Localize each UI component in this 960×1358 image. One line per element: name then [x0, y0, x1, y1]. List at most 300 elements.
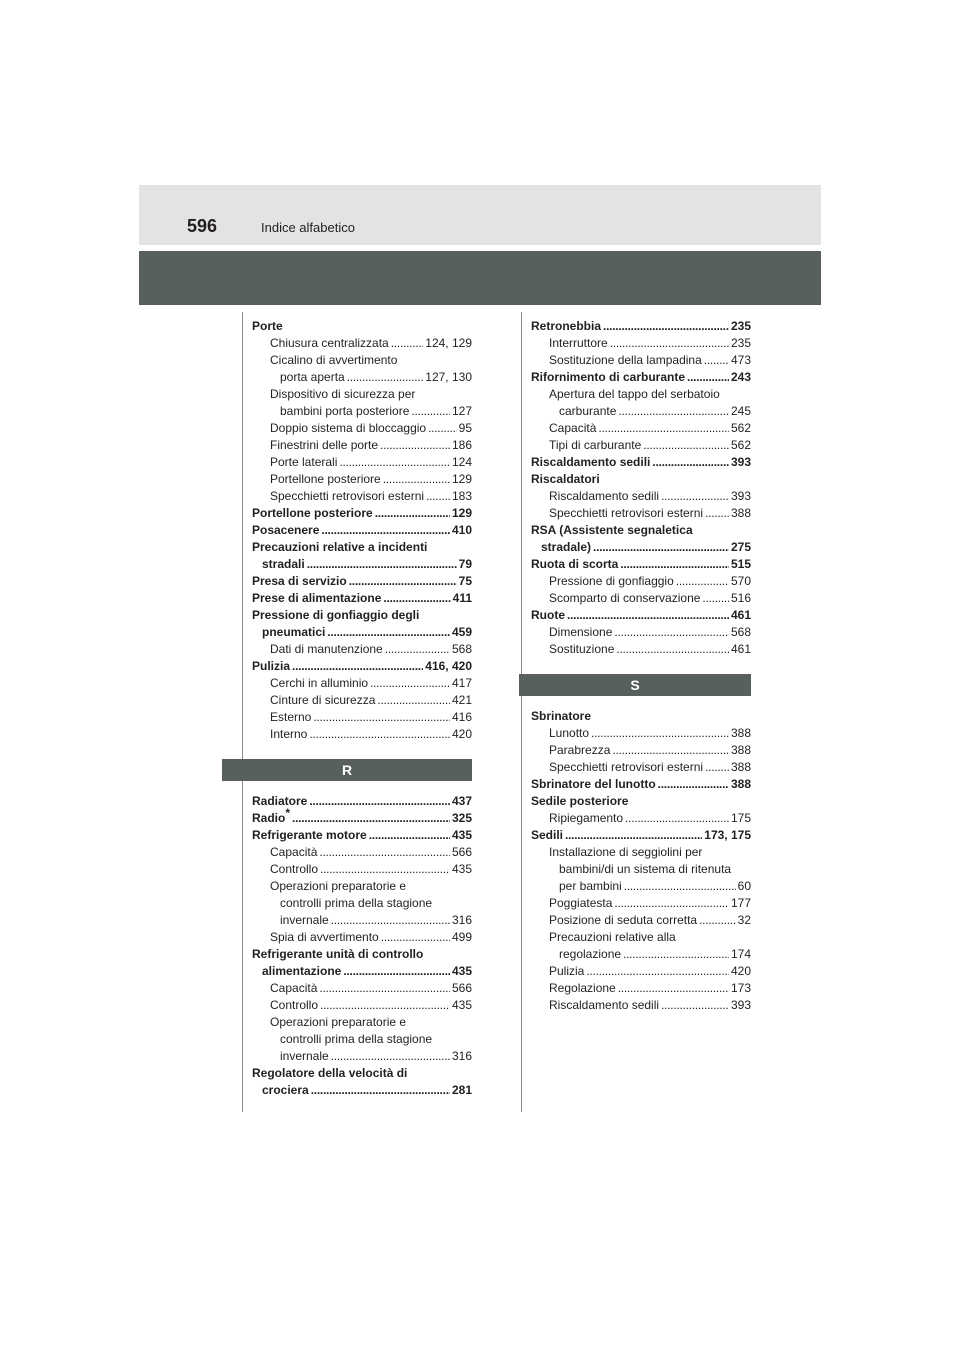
entry-term-text: per bambini: [559, 879, 622, 893]
index-sub-entry: [531, 946, 751, 963]
entry-term-text: bambini/di un sistema di ritenuta: [559, 862, 732, 876]
dot-leader: [347, 369, 424, 386]
index-sub-entry: [252, 675, 472, 692]
dot-leader: [705, 505, 729, 522]
entry-term-text: Dispositivo di sicurezza per: [270, 387, 416, 401]
entry-term-text: Rifornimento di carburante: [531, 370, 686, 384]
entry-term-text: Refrigerante unità di controllo: [252, 947, 424, 961]
index-main-entry: [531, 708, 751, 725]
entry-term-text: Regolatore della velocità di: [252, 1066, 408, 1080]
entry-term-text: Ruote: [531, 608, 565, 622]
entry-page-ref: 75: [458, 574, 472, 588]
entry-term: [252, 658, 290, 675]
index-main-entry: [252, 539, 472, 556]
index-sub-entry: [252, 861, 472, 878]
entry-term-text: bambini porta posteriore: [280, 404, 410, 418]
entry-term-text: Capacità: [549, 421, 597, 435]
dot-leader: [643, 437, 729, 454]
entry-term-text: carburante: [559, 404, 617, 418]
index-sub-entry: [252, 369, 472, 386]
entry-page-ref: 568: [730, 625, 751, 639]
entry-term: [280, 1031, 432, 1048]
section-title: Indice alfabetico: [261, 220, 355, 235]
entry-page-ref: 124, 129: [425, 336, 472, 350]
entry-term-text: stradale): [541, 540, 592, 554]
entry-term-text: Pressione di gonfiaggio degli: [252, 608, 420, 622]
page-number: 596: [187, 216, 218, 236]
entry-term: [549, 810, 623, 827]
entry-term-text: Controllo: [270, 998, 319, 1012]
entry-term: [252, 793, 307, 810]
dot-leader: [687, 369, 729, 386]
index-main-entry: [531, 522, 751, 539]
index-main-entry: [252, 505, 472, 522]
index-sub-entry: [252, 997, 472, 1014]
index-column-right: [531, 318, 751, 1014]
entry-term: [531, 369, 685, 386]
left-column-rule: [242, 312, 243, 1112]
entry-term-text: Doppio sistema di bloccaggio: [270, 421, 427, 435]
entry-page-ref: 127, 130: [425, 370, 472, 384]
entry-page-ref: 235: [730, 319, 751, 333]
entry-page-ref: 393: [730, 998, 751, 1012]
entry-term: [270, 352, 397, 369]
entry-term-text: Cinture di sicurezza: [270, 693, 376, 707]
index-sub-entry: [531, 488, 751, 505]
index-sub-entry: [252, 641, 472, 658]
dot-leader: [610, 335, 729, 352]
index-sub-entry: [531, 505, 751, 522]
index-sub-entry: [252, 1031, 472, 1048]
dot-leader: [331, 1048, 450, 1065]
entry-page-ref: 388: [730, 506, 751, 520]
entry-term-text: invernale: [280, 1049, 329, 1063]
index-main-entry: [252, 318, 472, 335]
dot-leader: [369, 827, 450, 844]
entry-term-text: Precauzioni relative a incidenti: [252, 540, 428, 554]
entry-term-text: Riscaldamento sedili: [549, 998, 660, 1012]
entry-term-text: Pulizia: [549, 964, 585, 978]
index-main-entry: [531, 556, 751, 573]
entry-term-text: Radio: [252, 811, 286, 825]
entry-term-text: Pressione di gonfiaggio: [549, 574, 674, 588]
entry-page-ref: 173: [730, 981, 751, 995]
entry-term: [270, 420, 426, 437]
index-sub-entry: [531, 742, 751, 759]
dot-leader: [620, 556, 729, 573]
dot-leader: [320, 997, 450, 1014]
entry-term: [280, 1048, 329, 1065]
index-sub-entry: [531, 420, 751, 437]
entry-term-text: pneumatici: [262, 625, 326, 639]
entry-page-ref: 570: [730, 574, 751, 588]
index-sub-entry: [531, 963, 751, 980]
entry-term: [549, 335, 608, 352]
index-sub-entry: [252, 912, 472, 929]
entry-page-ref: 79: [458, 557, 472, 571]
dot-leader: [603, 318, 729, 335]
entry-term-text: invernale: [280, 913, 329, 927]
entry-term: [280, 369, 345, 386]
entry-term-text: Refrigerante motore: [252, 828, 367, 842]
entry-term-text: Porte laterali: [270, 455, 338, 469]
entry-term: [531, 776, 656, 793]
entry-term-text: Spia di avvertimento: [270, 930, 379, 944]
entry-term-text: Posacenere: [252, 523, 320, 537]
entry-page-ref: 388: [730, 726, 751, 740]
entry-term: [270, 641, 383, 658]
entry-term-text: Radiatore: [252, 794, 308, 808]
entry-term: [252, 806, 291, 827]
entry-term: [252, 827, 367, 844]
index-sub-entry: [531, 624, 751, 641]
entry-page-ref: 499: [451, 930, 472, 944]
entry-page-ref: 410: [451, 523, 472, 537]
entry-term: [531, 471, 600, 488]
entry-page-ref: 243: [730, 370, 751, 384]
dot-leader: [618, 980, 729, 997]
index-sub-entry: [531, 725, 751, 742]
entry-term-text: crociera: [262, 1083, 309, 1097]
entry-page-ref: 32: [737, 913, 751, 927]
dot-leader: [343, 963, 450, 980]
entry-term-text: Portellone posteriore: [270, 472, 381, 486]
dot-leader: [292, 658, 423, 675]
index-sub-entry: [531, 641, 751, 658]
entry-term-text: Retronebbia: [531, 319, 602, 333]
dot-leader: [586, 963, 729, 980]
dot-leader: [598, 420, 729, 437]
entry-term: [280, 403, 409, 420]
entry-term: [270, 861, 318, 878]
entry-term-text: alimentazione: [262, 964, 342, 978]
index-sub-entry: [252, 386, 472, 403]
dot-leader: [292, 810, 450, 827]
entry-page-ref: 435: [451, 964, 472, 978]
entry-page-ref: 325: [451, 811, 472, 825]
entry-term-text: Capacità: [270, 981, 318, 995]
entry-term: [270, 386, 415, 403]
entry-page-ref: 183: [451, 489, 472, 503]
entry-term-text: Chiusura centralizzata: [270, 336, 389, 350]
dot-leader: [383, 590, 450, 607]
index-main-entry: [252, 624, 472, 641]
entry-page-ref: 245: [730, 404, 751, 418]
dot-leader: [385, 641, 450, 658]
dot-leader: [625, 810, 729, 827]
index-main-entry: [252, 827, 472, 844]
entry-term: [549, 759, 703, 776]
entry-term-text: Finestrini delle porte: [270, 438, 379, 452]
entry-term-text: Sostituzione della lampadina: [549, 353, 702, 367]
entry-page-ref: 516: [730, 591, 751, 605]
index-main-entry: [531, 471, 751, 488]
entry-term: [549, 573, 674, 590]
entry-page-ref: 174: [730, 947, 751, 961]
index-sub-entry: [252, 929, 472, 946]
index-sub-entry: [531, 878, 751, 895]
entry-term: [270, 878, 406, 895]
dot-leader: [311, 1082, 450, 1099]
entry-page-ref: 435: [451, 998, 472, 1012]
entry-page-ref: 568: [451, 642, 472, 656]
entry-term: [252, 1065, 407, 1082]
index-sub-entry: [252, 1014, 472, 1031]
dot-leader: [616, 641, 729, 658]
entry-term: [531, 827, 563, 844]
entry-page-ref: 473: [730, 353, 751, 367]
index-letter-heading: R: [222, 759, 472, 781]
dot-leader: [614, 624, 729, 641]
entry-term-text: Regolazione: [549, 981, 616, 995]
entry-term-text: controlli prima della stagione: [280, 896, 433, 910]
index-sub-entry: [531, 810, 751, 827]
dot-leader: [375, 505, 450, 522]
index-column-left: [252, 318, 472, 1099]
entry-term-text: Tipi di carburante: [549, 438, 642, 452]
entry-term-text: Operazioni preparatorie e: [270, 1015, 407, 1029]
entry-page-ref: 281: [451, 1083, 472, 1097]
entry-term: [549, 420, 596, 437]
index-letter-heading: S: [519, 674, 751, 696]
index-sub-entry: [252, 488, 472, 505]
entry-page-ref: 411: [452, 591, 472, 605]
entry-page-ref: 435: [451, 828, 472, 842]
dot-leader: [327, 624, 450, 641]
entry-page-ref: 562: [730, 438, 751, 452]
index-main-entry: [531, 827, 751, 844]
entry-page-ref: 316: [451, 1049, 472, 1063]
index-main-entry: [252, 1065, 472, 1082]
index-sub-entry: [531, 929, 751, 946]
index-sub-entry: [531, 759, 751, 776]
entry-term: [549, 742, 610, 759]
entry-term: [559, 861, 731, 878]
entry-term: [549, 997, 659, 1014]
dot-leader: [565, 827, 702, 844]
entry-term: [270, 929, 379, 946]
dot-leader: [704, 352, 729, 369]
entry-page-ref: 388: [730, 777, 751, 791]
entry-page-ref: 173, 175: [704, 828, 751, 842]
dot-leader: [652, 454, 729, 471]
dot-leader: [309, 793, 450, 810]
entry-term: [549, 980, 616, 997]
entry-term: [262, 1082, 309, 1099]
entry-page-ref: 235: [730, 336, 751, 350]
entry-term: [549, 352, 702, 369]
dot-leader: [319, 980, 450, 997]
entry-page-ref: 175: [730, 811, 751, 825]
entry-term-text: Lunotto: [549, 726, 590, 740]
dot-leader: [593, 539, 729, 556]
entry-term: [559, 946, 621, 963]
entry-page-ref: 393: [730, 489, 751, 503]
entry-term: [270, 980, 317, 997]
entry-term: [262, 963, 341, 980]
entry-page-ref: 60: [737, 879, 751, 893]
dot-leader: [321, 522, 450, 539]
index-main-entry: [531, 318, 751, 335]
dot-leader: [391, 335, 424, 352]
index-main-entry: [531, 793, 751, 810]
entry-page-ref: 129: [451, 506, 472, 520]
index-sub-entry: [531, 573, 751, 590]
dot-leader: [339, 454, 450, 471]
index-sub-entry: [531, 352, 751, 369]
dot-leader: [623, 946, 729, 963]
index-sub-entry: [252, 335, 472, 352]
index-sub-entry: [531, 386, 751, 403]
entry-page-ref: 186: [451, 438, 472, 452]
index-sub-entry: [252, 1048, 472, 1065]
index-main-entry: [252, 556, 472, 573]
entry-term: [549, 437, 641, 454]
entry-term: [270, 437, 378, 454]
entry-term-text: Sbrinatore: [531, 709, 592, 723]
entry-term-text: Cicalino di avvertimento: [270, 353, 398, 367]
index-sub-entry: [252, 403, 472, 420]
entry-term-text: controlli prima della stagione: [280, 1032, 433, 1046]
dot-leader: [624, 878, 736, 895]
entry-term: [252, 539, 427, 556]
entry-term-text: Cerchi in alluminio: [270, 676, 369, 690]
index-main-entry: [252, 573, 472, 590]
entry-term: [549, 505, 703, 522]
entry-term-text: porta aperta: [280, 370, 345, 384]
entry-term: [531, 454, 650, 471]
index-sub-entry: [531, 844, 751, 861]
index-sub-entry: [531, 861, 751, 878]
entry-page-ref: 416: [451, 710, 472, 724]
footnote-mark: *: [285, 806, 291, 820]
entry-term-text: Riscaldamento sedili: [531, 455, 651, 469]
entry-page-ref: 435: [451, 862, 472, 876]
entry-term: [270, 844, 317, 861]
entry-term: [252, 573, 347, 590]
index-sub-entry: [252, 980, 472, 997]
index-main-entry: [252, 963, 472, 980]
entry-term-text: Interno: [270, 727, 308, 741]
entry-page-ref: 420: [451, 727, 472, 741]
dot-leader: [612, 742, 729, 759]
entry-term-text: Portellone posteriore: [252, 506, 373, 520]
dot-leader: [428, 420, 457, 437]
index-sub-entry: [531, 335, 751, 352]
entry-term-text: Specchietti retrovisori esterni: [270, 489, 425, 503]
dot-leader: [309, 726, 450, 743]
entry-term: [270, 692, 375, 709]
entry-term: [270, 1014, 406, 1031]
index-sub-entry: [252, 420, 472, 437]
entry-term: [270, 454, 337, 471]
entry-term: [252, 318, 283, 335]
dot-leader: [614, 895, 729, 912]
dot-leader: [383, 471, 450, 488]
entry-term-text: RSA (Assistente segnaletica: [531, 523, 693, 537]
entry-term-text: Dati di manutenzione: [270, 642, 383, 656]
entry-term-text: Ripiegamento: [549, 811, 624, 825]
index-main-entry: [531, 454, 751, 471]
dot-leader: [702, 590, 729, 607]
entry-term: [252, 946, 423, 963]
entry-page-ref: 129: [451, 472, 472, 486]
entry-term-text: Riscaldatori: [531, 472, 600, 486]
entry-page-ref: 388: [730, 760, 751, 774]
dot-leader: [370, 675, 450, 692]
dot-leader: [377, 692, 450, 709]
dot-leader: [307, 556, 457, 573]
dot-leader: [426, 488, 450, 505]
dot-leader: [676, 573, 729, 590]
dot-leader: [320, 861, 450, 878]
dot-leader: [658, 776, 729, 793]
entry-term: [270, 471, 381, 488]
entry-page-ref: 177: [730, 896, 751, 910]
entry-term-text: Specchietti retrovisori esterni: [549, 760, 704, 774]
entry-page-ref: 393: [730, 455, 751, 469]
dot-leader: [699, 912, 736, 929]
entry-term-text: Parabrezza: [549, 743, 611, 757]
entry-term-text: Specchietti retrovisori esterni: [549, 506, 704, 520]
index-main-entry: [531, 539, 751, 556]
entry-term: [531, 556, 618, 573]
index-main-entry: [531, 776, 751, 793]
entry-term-text: Controllo: [270, 862, 319, 876]
dot-leader: [319, 844, 450, 861]
entry-term: [541, 539, 591, 556]
entry-term: [559, 403, 616, 420]
index-main-entry: [531, 369, 751, 386]
entry-term-text: Riscaldamento sedili: [549, 489, 660, 503]
index-main-entry: [252, 590, 472, 607]
entry-page-ref: 461: [730, 608, 751, 622]
entry-term-text: Poggiatesta: [549, 896, 613, 910]
entry-term-text: Capacità: [270, 845, 318, 859]
entry-term-text: Prese di alimentazione: [252, 591, 382, 605]
dot-leader: [567, 607, 729, 624]
entry-term: [549, 844, 702, 861]
entry-term: [270, 488, 424, 505]
index-sub-entry: [252, 844, 472, 861]
entry-term-text: regolazione: [559, 947, 622, 961]
index-sub-entry: [531, 590, 751, 607]
dot-leader: [349, 573, 457, 590]
index-main-entry: [531, 607, 751, 624]
entry-term: [270, 726, 307, 743]
entry-page-ref: 127: [451, 404, 472, 418]
dot-leader: [705, 759, 729, 776]
entry-page-ref: 515: [730, 557, 751, 571]
entry-term: [531, 708, 591, 725]
dot-leader: [411, 403, 450, 420]
index-sub-entry: [531, 980, 751, 997]
index-sub-entry: [531, 997, 751, 1014]
entry-page-ref: 124: [451, 455, 472, 469]
entry-term-text: stradali: [262, 557, 305, 571]
dot-leader: [661, 488, 729, 505]
entry-page-ref: 566: [451, 845, 472, 859]
index-sub-entry: [531, 403, 751, 420]
entry-term-text: Sostituzione: [549, 642, 615, 656]
entry-term: [549, 641, 614, 658]
entry-term-text: Posizione di seduta corretta: [549, 913, 698, 927]
entry-term-text: Sbrinatore del lunotto: [531, 777, 656, 791]
entry-term-text: Interruttore: [549, 336, 608, 350]
entry-term: [549, 725, 589, 742]
entry-page-ref: 566: [451, 981, 472, 995]
entry-page-ref: 459: [451, 625, 472, 639]
